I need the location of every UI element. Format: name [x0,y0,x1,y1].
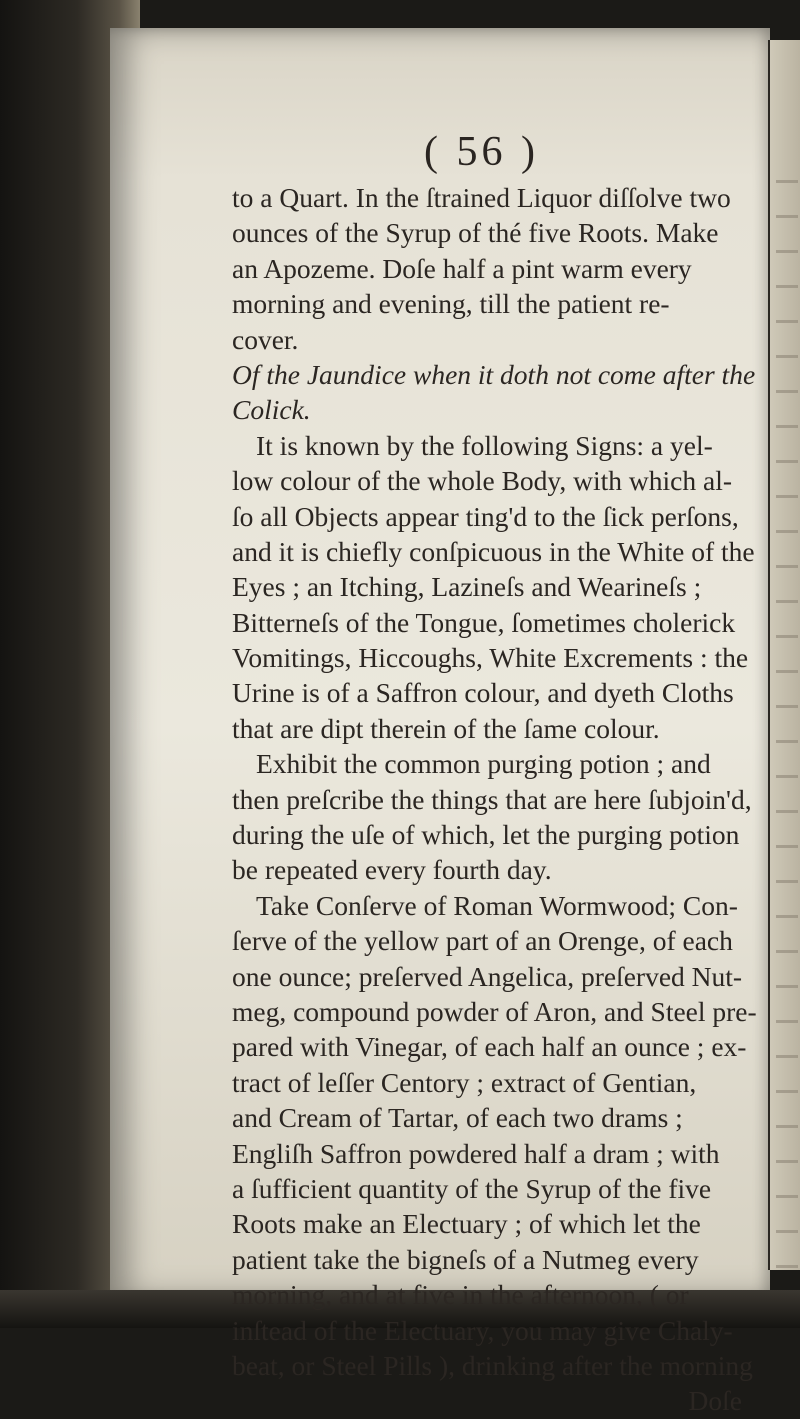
section-heading-line: Of the Jaundice when it doth not come after the [232,358,756,390]
body-text [232,180,762,1419]
facing-page-line [776,810,798,813]
facing-page-line [776,1125,798,1128]
facing-page-line [776,1195,798,1198]
facing-page-line [776,390,798,393]
text-line: Engliſh Saffron powdered half a dram ; with [232,1137,720,1169]
facing-page-line [776,845,798,848]
text-line: ounces of the Syrup of thé five Roots. Make [232,217,719,249]
facing-page-line [776,250,798,253]
facing-page-line [776,1020,798,1023]
text-line: an Apozeme. Doſe half a pint warm every [232,252,692,284]
section-heading-line: Colick. [232,394,311,426]
catchword: Doſe [688,1385,742,1417]
facing-page-line [776,495,798,498]
facing-page-line [776,1230,798,1233]
facing-page-line [776,740,798,743]
text-line: Urine is of a Saffron colour, and dyeth Cloths [232,677,734,709]
facing-page-edge [768,40,800,1270]
facing-page-line [776,320,798,323]
text-line: meg, compound powder of Aron, and Steel pre- [232,995,757,1027]
text-line: to a Quart. In the ſtrained Liquor diſſolve two [232,182,731,213]
facing-page-line [776,600,798,603]
text-line: patient take the bigneſs of a Nutmeg every [232,1243,699,1275]
facing-page-line [776,530,798,533]
facing-page-line [776,635,798,638]
facing-page-line [776,180,798,183]
text-line: morning, and at five in the afternoon, ( or [232,1279,689,1311]
text-line: ſerve of the yellow part of an Orenge, of each [232,925,733,957]
text-line: and it is chiefly conſpicuous in the White of the [232,535,755,567]
facing-page-line [776,1160,798,1163]
facing-page-line [776,985,798,988]
text-line: that are dipt therein of the ſame colour. [232,712,660,744]
text-line: a ſufficient quantity of the Syrup of the five [232,1172,712,1204]
facing-page-line [776,460,798,463]
facing-page-line [776,1055,798,1058]
facing-page-line [776,705,798,708]
text-line: cover. [232,323,299,355]
text-line: Eyes ; an Itching, Lazineſs and Wearineſs ; [232,571,702,603]
facing-page-line [776,950,798,953]
text-line: tract of leſſer Centory ; extract of Gentian, [232,1066,697,1098]
facing-page-line [776,880,798,883]
text-line: and Cream of Tartar, of each two drams ; [232,1102,683,1134]
facing-page-line [776,1090,798,1093]
text-line: Bitterneſs of the Tongue, ſometimes cholerick [232,606,736,638]
text-line: then preſcribe the things that are here ſubjoin'd, [232,783,752,815]
text-line: Vomitings, Hiccoughs, White Excrements : the [232,642,749,674]
text-line: one ounce; preſerved Angelica, preſerved Nut- [232,960,743,992]
text-line: be repeated every fourth day. [232,854,552,886]
facing-page-line [776,565,798,568]
text-line: during the uſe of which, let the purging potion [232,819,740,851]
facing-page-line [776,355,798,358]
text-line: pared with Vinegar, of each half an ounce ; ex- [232,1031,747,1063]
facing-page-line [776,670,798,673]
facing-page-line [776,425,798,428]
facing-page-line [776,215,798,218]
text-line: It is known by the following Signs: a yel- [256,429,713,461]
text-line: Take Conſerve of Roman Wormwood; Con- [256,889,738,921]
text-line: low colour of the whole Body, with which al- [232,465,732,497]
text-line: Exhibit the common purging potion ; and [256,748,711,780]
facing-page-line [776,285,798,288]
facing-page-line [776,915,798,918]
text-line: beat, or Steel Pills ), drinking after the morning [232,1349,753,1381]
text-line: Roots make an Electuary ; of which let the [232,1208,701,1240]
facing-page-line [776,775,798,778]
text-line: morning and evening, till the patient re- [232,288,670,320]
page-number: ( 56 ) [424,129,539,175]
text-line: inſtead of the Electuary, you may give Chaly- [232,1314,733,1346]
text-line: ſo all Objects appear ting'd to the ſick perſons, [232,500,739,532]
facing-page-line [776,1265,798,1268]
